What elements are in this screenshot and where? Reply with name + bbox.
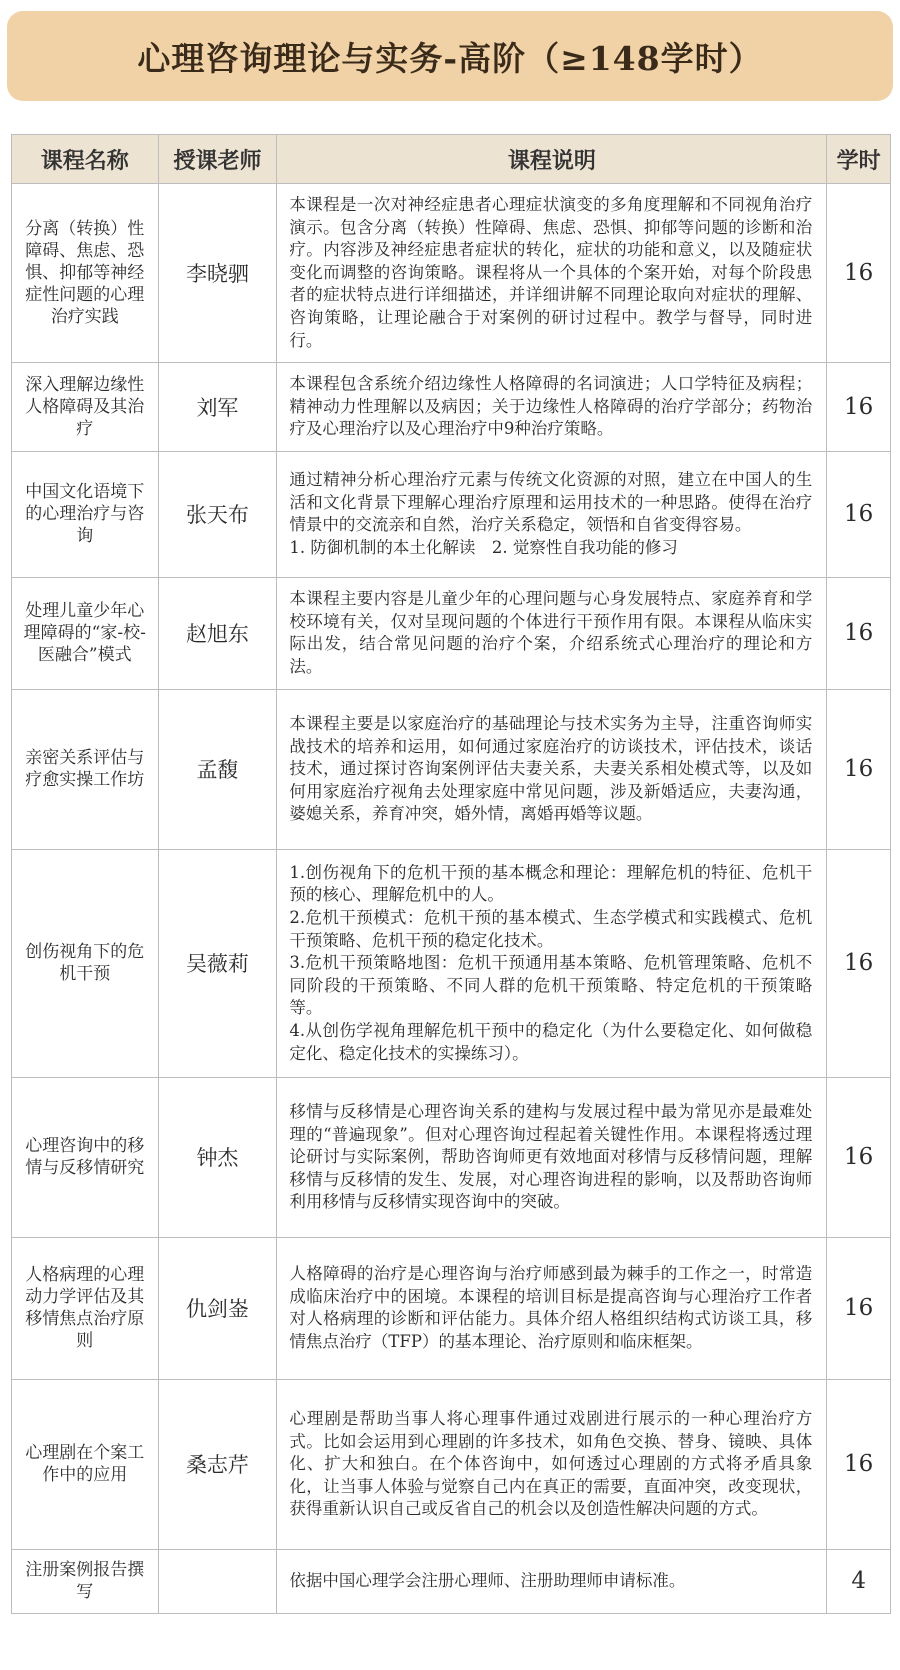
page-title: 心理咨询理论与实务-高阶（≥148学时） <box>137 38 763 78</box>
course-description: 心理剧是帮助当事人将心理事件通过戏剧进行展示的一种心理治疗方式。比如会运用到心理剧的许多技术，如角色交换、替身、镜映、具体化、扩大和独白。在个体咨询中，如何透过心理剧的方式将矛盾具象化，让当事人体验与觉察自己内在真正的需要，直面冲突，改变现状，获得重新认识自己或反省自己的机会以及创造性解决问题的方式。 <box>277 1379 827 1549</box>
course-teacher: 张天布 <box>158 451 277 577</box>
course-hours: 16 <box>827 184 891 363</box>
course-description: 本课程主要内容是儿童少年的心理问题与心身发展特点、家庭养育和学校环境有关，仅对呈现问题的个体进行干预作用有限。本课程从临床实际出发，结合常见问题的治疗个案，介绍系统式心理治疗的理论和方法。 <box>277 577 827 689</box>
course-teacher: 刘军 <box>158 363 277 452</box>
course-hours: 16 <box>827 451 891 577</box>
course-hours: 16 <box>827 1077 891 1237</box>
course-description: 移情与反移情是心理咨询关系的建构与发展过程中最为常见亦是最难处理的“普遍现象”。但对心理咨询过程起着关键性作用。本课程将透过理论研讨与实际案例，帮助咨询师更有效地面对移情与反移情问题，理解移情与反移情的发生、发展，对心理咨询进程的影响，以及帮助咨询师利用移情与反移情实现咨询中的突破。 <box>277 1077 827 1237</box>
header-teacher: 授课老师 <box>158 135 277 184</box>
table-header-row <box>12 135 891 184</box>
course-description: 依据中国心理学会注册心理师、注册助理师申请标准。 <box>277 1549 827 1613</box>
course-description: 人格障碍的治疗是心理咨询与治疗师感到最为棘手的工作之一，时常造成临床治疗中的困境。本课程的培训目标是提高咨询与心理治疗工作者对人格病理的诊断和评估能力。具体介绍人格组织结构式访谈工具，移情焦点治疗（TFP）的基本理论、治疗原则和临床框架。 <box>277 1237 827 1379</box>
course-teacher: 钟杰 <box>158 1077 277 1237</box>
course-name: 注册案例报告撰写 <box>12 1549 159 1613</box>
table-row <box>12 1549 891 1613</box>
course-description: 本课程是一次对神经症患者心理症状演变的多角度理解和不同视角治疗演示。包含分离（转换）性障碍、焦虑、恐惧、抑郁等问题的诊断和治疗。内容涉及神经症患者症状的转化，症状的功能和意义，以及随症状变化而调整的咨询策略。课程将从一个具体的个案开始，对每个阶段患者的症状特点进行详细描述，并详细讲解不同理论取向对症状的理解、咨询策略，让理论融合于对案例的研讨过程中。教学与督导，同时进行。 <box>277 184 827 363</box>
course-name: 中国文化语境下的心理治疗与咨询 <box>12 451 159 577</box>
course-name: 深入理解边缘性人格障碍及其治疗 <box>12 363 159 452</box>
course-hours: 16 <box>827 1379 891 1549</box>
course-name: 创伤视角下的危机干预 <box>12 849 159 1077</box>
header-description: 课程说明 <box>277 135 827 184</box>
header-course-name: 课程名称 <box>12 135 159 184</box>
course-name: 人格病理的心理动力学评估及其移情焦点治疗原则 <box>12 1237 159 1379</box>
course-description: 通过精神分析心理治疗元素与传统文化资源的对照，建立在中国人的生活和文化背景下理解心理治疗原理和运用技术的一种思路。使得在治疗情景中的交流亲和自然，治疗关系稳定，领悟和自省变得容易。 1. 防御机制的本土化解读 2. 觉察性自我功能的修习 <box>277 451 827 577</box>
title-banner <box>7 11 893 101</box>
table-row <box>12 577 891 689</box>
course-name: 分离（转换）性障碍、焦虑、恐惧、抑郁等神经症性问题的心理治疗实践 <box>12 184 159 363</box>
course-hours: 16 <box>827 1237 891 1379</box>
course-name: 处理儿童少年心理障碍的“家-校-医融合”模式 <box>12 577 159 689</box>
course-description: 本课程包含系统介绍边缘性人格障碍的名词演进；人口学特征及病程；精神动力性理解以及病因；关于边缘性人格障碍的治疗学部分；药物治疗及心理治疗以及心理治疗中9种治疗策略。 <box>277 363 827 452</box>
course-teacher: 李晓驷 <box>158 184 277 363</box>
course-name: 心理咨询中的移情与反移情研究 <box>12 1077 159 1237</box>
header-hours: 学时 <box>827 135 891 184</box>
table-row <box>12 1237 891 1379</box>
table-row <box>12 689 891 849</box>
course-teacher: 仇剑崟 <box>158 1237 277 1379</box>
course-description: 1.创伤视角下的危机干预的基本概念和理论：理解危机的特征、危机干预的核心、理解危机中的人。 2.危机干预模式：危机干预的基本模式、生态学模式和实践模式、危机干预策略、危机干预的稳定化技术。 3.危机干预策略地图：危机干预通用基本策略、危机管理策略、危机不同阶段的干预策略、不同人群的危机干预策略、特定危机的干预策略等。 4.从创伤学视角理解危机干预中的稳定化（为什么要稳定化、如何做稳定化、稳定化技术的实操练习）。 <box>277 849 827 1077</box>
course-name: 亲密关系评估与疗愈实操工作坊 <box>12 689 159 849</box>
table-row <box>12 849 891 1077</box>
course-hours: 16 <box>827 363 891 452</box>
table-row <box>12 1077 891 1237</box>
course-table <box>11 134 891 1614</box>
table-row <box>12 451 891 577</box>
course-hours: 4 <box>827 1549 891 1613</box>
course-teacher: 桑志芹 <box>158 1379 277 1549</box>
table-row <box>12 363 891 452</box>
course-teacher: 孟馥 <box>158 689 277 849</box>
course-teacher: 吴薇莉 <box>158 849 277 1077</box>
course-teacher: 赵旭东 <box>158 577 277 689</box>
course-name: 心理剧在个案工作中的应用 <box>12 1379 159 1549</box>
course-teacher <box>158 1549 277 1613</box>
course-hours: 16 <box>827 689 891 849</box>
table-row <box>12 1379 891 1549</box>
table-row <box>12 184 891 363</box>
course-hours: 16 <box>827 577 891 689</box>
course-hours: 16 <box>827 849 891 1077</box>
course-description: 本课程主要是以家庭治疗的基础理论与技术实务为主导，注重咨询师实战技术的培养和运用，如何通过家庭治疗的访谈技术，评估技术，谈话技术，通过探讨咨询案例评估夫妻关系，夫妻关系相处模式等，以及如何用家庭治疗视角去处理家庭中常见问题，涉及新婚适应，夫妻沟通，婆媳关系，养育冲突，婚外情，离婚再婚等议题。 <box>277 689 827 849</box>
